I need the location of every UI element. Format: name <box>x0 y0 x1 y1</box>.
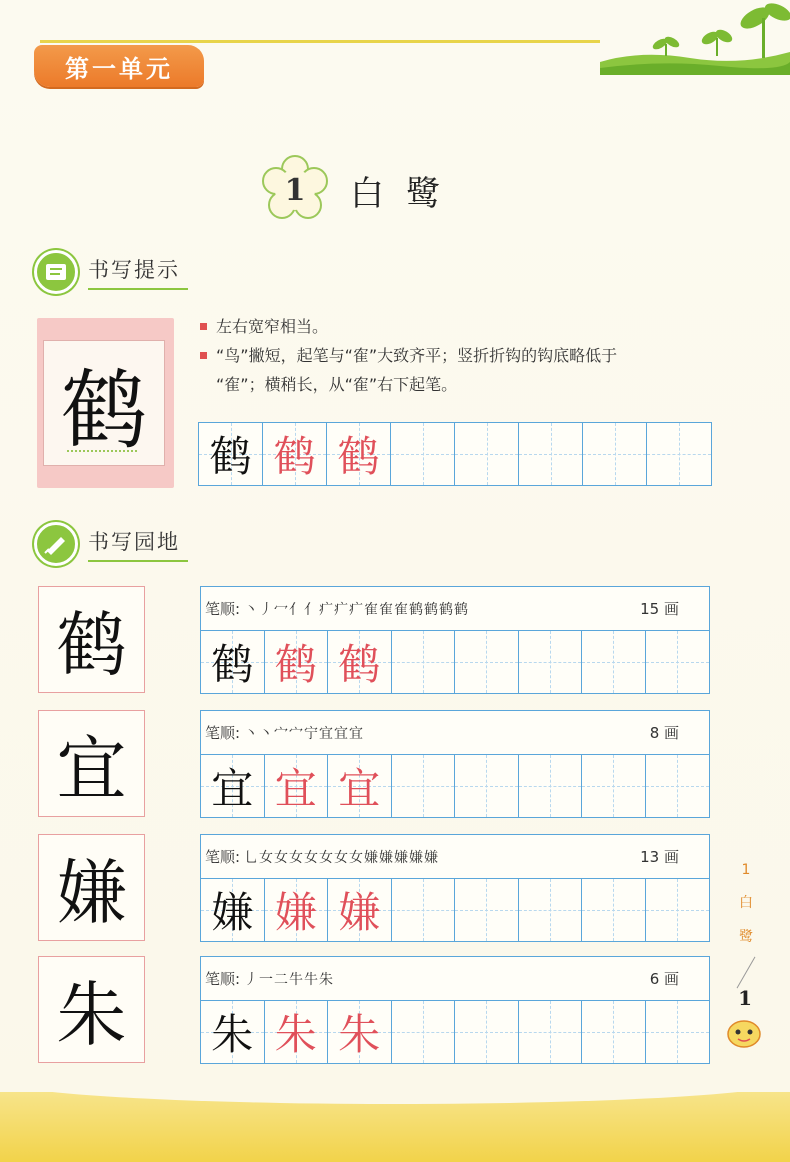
empty-cell[interactable] <box>455 1001 519 1063</box>
sample-cell: 鹤 <box>201 631 265 693</box>
side-title-char: 白 <box>739 895 753 911</box>
trace-cell: 嫌 <box>265 879 329 941</box>
writing-grid <box>200 1000 710 1064</box>
empty-cell[interactable] <box>392 755 456 817</box>
practice-heading <box>34 522 188 566</box>
trace-cell: 朱 <box>328 1001 392 1063</box>
empty-cell[interactable] <box>455 631 519 693</box>
empty-cell[interactable] <box>646 755 710 817</box>
divider <box>737 957 756 989</box>
stroke-sequence: 丶丿冖亻亻疒疒疒隺隺隺鹤鹤鹤鹤 <box>244 601 470 618</box>
trace-cell: 宜 <box>328 755 392 817</box>
model-char: 鹤 <box>38 586 145 693</box>
trace-cell: 鹤 <box>327 423 391 485</box>
practice-block <box>200 710 710 818</box>
practice-block <box>200 834 710 942</box>
sample-cell: 宜 <box>201 755 265 817</box>
stroke-label: 笔顺: <box>205 848 241 866</box>
tip-item: 左右宽窄相当。 <box>198 312 718 341</box>
sample-cell: 嫌 <box>201 879 265 941</box>
stroke-sequence: 乚女女女女女女女嫌嫌嫌嫌嫌 <box>244 849 440 866</box>
trace-cell: 宜 <box>265 755 329 817</box>
stroke-count: 6 画 <box>649 970 679 988</box>
empty-cell[interactable] <box>392 879 456 941</box>
sprout-decoration-icon <box>600 0 790 75</box>
empty-cell[interactable] <box>392 1001 456 1063</box>
empty-cell[interactable] <box>582 879 646 941</box>
empty-cell[interactable] <box>519 1001 583 1063</box>
side-lesson-number: 1 <box>741 862 751 878</box>
writing-grid <box>200 754 710 818</box>
featured-char: 鹤 <box>43 340 165 466</box>
stroke-count: 13 画 <box>640 848 679 866</box>
trace-cell: 鹤 <box>263 423 327 485</box>
practice-heading-label: 书写园地 <box>88 526 188 562</box>
stroke-label: 笔顺: <box>205 724 241 742</box>
stroke-count: 8 画 <box>649 724 679 742</box>
empty-cell[interactable] <box>392 631 456 693</box>
writing-grid <box>200 878 710 942</box>
stroke-count: 15 画 <box>640 600 679 618</box>
empty-cell[interactable] <box>455 423 519 485</box>
lesson-name: 白鹭 <box>350 173 462 214</box>
tips-heading-label: 书写提示 <box>88 254 188 290</box>
sample-cell: 鹤 <box>199 423 263 485</box>
trace-cell: 朱 <box>265 1001 329 1063</box>
empty-cell[interactable] <box>582 631 646 693</box>
stroke-order-row <box>200 834 710 878</box>
model-char: 宜 <box>38 710 145 817</box>
mascot-icon <box>726 1014 762 1050</box>
trace-cell: 鹤 <box>265 631 329 693</box>
tip-item: “鸟”撇短，起笔与“隺”大致齐平；竖折折钩的钩底略低于 <box>198 341 718 370</box>
trace-cell: 鹤 <box>328 631 392 693</box>
unit-banner: 第一单元 <box>34 45 204 87</box>
model-char: 朱 <box>38 956 145 1063</box>
empty-cell[interactable] <box>647 423 711 485</box>
empty-cell[interactable] <box>519 879 583 941</box>
header-rule <box>40 40 600 43</box>
stroke-order-row <box>200 710 710 754</box>
lesson-number: 1 <box>284 172 306 208</box>
empty-cell[interactable] <box>646 1001 710 1063</box>
featured-char-card <box>37 318 174 488</box>
trace-cell: 嫌 <box>328 879 392 941</box>
empty-cell[interactable] <box>519 755 583 817</box>
stroke-sequence: 丶丶宀宀宁宜宜宜 <box>244 725 365 742</box>
empty-cell[interactable] <box>519 631 583 693</box>
empty-cell[interactable] <box>519 423 583 485</box>
lesson-title <box>260 155 462 225</box>
tips-list <box>198 312 718 399</box>
bottom-band <box>0 1092 790 1162</box>
model-char: 嫌 <box>38 834 145 941</box>
stroke-order-row <box>200 956 710 1000</box>
flower-number-icon <box>260 155 330 225</box>
empty-cell[interactable] <box>582 1001 646 1063</box>
scroll-icon <box>34 250 78 294</box>
tip-item-continued: “隺”；横稍长，从“隺”右下起笔。 <box>216 375 458 394</box>
stroke-label: 笔顺: <box>205 600 241 618</box>
page-number: 1 <box>738 986 752 1010</box>
empty-cell[interactable] <box>455 879 519 941</box>
sample-cell: 朱 <box>201 1001 265 1063</box>
empty-cell[interactable] <box>583 423 647 485</box>
pen-icon <box>34 522 78 566</box>
tips-heading <box>34 250 188 294</box>
baseline-guide <box>67 450 137 452</box>
tip-practice-grid <box>198 422 712 486</box>
stroke-sequence: 丿一二牛牛朱 <box>244 971 335 988</box>
empty-cell[interactable] <box>646 631 710 693</box>
empty-cell[interactable] <box>391 423 455 485</box>
practice-block <box>200 956 710 1064</box>
stroke-label: 笔顺: <box>205 970 241 988</box>
practice-block <box>200 586 710 694</box>
empty-cell[interactable] <box>646 879 710 941</box>
stroke-order-row <box>200 586 710 630</box>
empty-cell[interactable] <box>455 755 519 817</box>
empty-cell[interactable] <box>582 755 646 817</box>
writing-grid <box>200 630 710 694</box>
side-title-char: 鹭 <box>739 929 753 945</box>
